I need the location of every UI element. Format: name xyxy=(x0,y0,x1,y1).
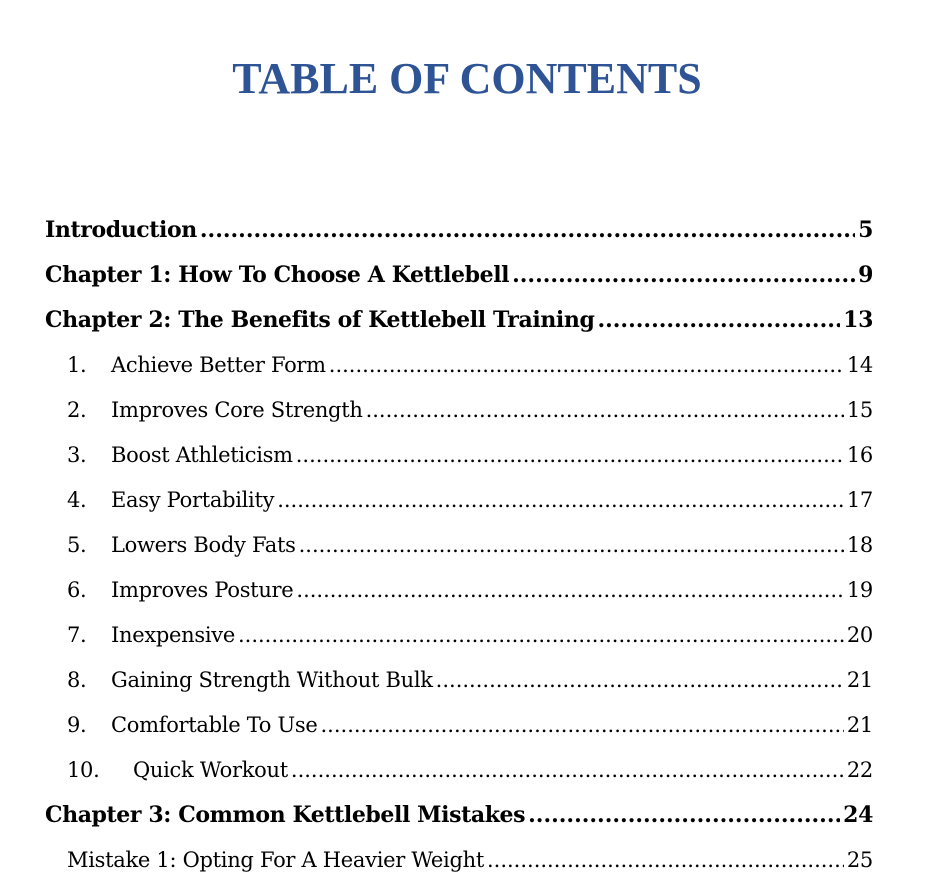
toc-entry-label: Comfortable To Use xyxy=(111,713,318,737)
dot-leader xyxy=(329,343,844,388)
toc-entry-page: 15 xyxy=(846,398,873,422)
toc-entry-label: Mistake 1: Opting For A Heavier Weight xyxy=(67,848,484,872)
toc-entry-chapter-2[interactable] xyxy=(45,298,873,343)
toc-subentry-2[interactable] xyxy=(45,388,873,433)
toc-entry-label: Introduction xyxy=(45,217,197,243)
toc-entry-page: 20 xyxy=(846,623,873,647)
toc-entry-label: Improves Core Strength xyxy=(111,398,363,422)
dot-leader xyxy=(321,703,844,748)
toc-entry-label: Gaining Strength Without Bulk xyxy=(111,668,433,692)
dot-leader xyxy=(291,748,844,793)
toc-entry-label: Chapter 3: Common Kettlebell Mistakes xyxy=(45,802,526,828)
toc-entry-number: 9. xyxy=(67,713,87,737)
toc-entry-page: 16 xyxy=(846,443,873,467)
toc-entry-number: 1. xyxy=(67,353,87,377)
dot-leader xyxy=(299,523,844,568)
toc-entry-label: Lowers Body Fats xyxy=(111,533,296,557)
dot-leader xyxy=(487,838,844,882)
toc-entry-label: Chapter 1: How To Choose A Kettlebell xyxy=(45,262,510,288)
toc-subentry-4[interactable] xyxy=(45,478,873,523)
toc-entry-label: Achieve Better Form xyxy=(111,353,326,377)
toc-entry-label: Quick Workout xyxy=(133,758,288,782)
toc-entry-page: 25 xyxy=(846,848,873,872)
toc-entry-page: 18 xyxy=(846,533,873,557)
toc-entry-chapter-3[interactable] xyxy=(45,793,873,838)
toc-entry-mistake-1[interactable] xyxy=(45,838,873,882)
dot-leader xyxy=(296,568,843,613)
toc-entry-page: 14 xyxy=(846,353,873,377)
toc-entry-page: 9 xyxy=(858,262,873,288)
toc-entry-number: 3. xyxy=(67,443,87,467)
dot-leader xyxy=(296,433,844,478)
toc-entry-page: 17 xyxy=(846,488,873,512)
dot-leader xyxy=(366,388,844,433)
dot-leader xyxy=(238,613,844,658)
dot-leader xyxy=(436,658,844,703)
toc-subentry-6[interactable] xyxy=(45,568,873,613)
toc-entry-label: Improves Posture xyxy=(111,578,294,602)
page-title: TABLE OF CONTENTS xyxy=(232,54,702,103)
toc-entry-page: 19 xyxy=(846,578,873,602)
toc-entry-number: 4. xyxy=(67,488,87,512)
toc-entry-label: Boost Athleticism xyxy=(111,443,293,467)
toc-subentry-1[interactable] xyxy=(45,343,873,388)
toc-entry-page: 13 xyxy=(843,307,873,333)
toc-entry-label: Inexpensive xyxy=(111,623,235,647)
toc-entry-number: 10. xyxy=(67,758,100,782)
toc-subentry-3[interactable] xyxy=(45,433,873,478)
dot-leader xyxy=(512,253,855,298)
table-of-contents xyxy=(45,208,873,882)
toc-subentry-10[interactable] xyxy=(45,748,873,793)
toc-subentry-8[interactable] xyxy=(45,658,873,703)
toc-entry-number: 2. xyxy=(67,398,87,422)
toc-entry-page: 5 xyxy=(858,217,873,243)
toc-entry-label: Easy Portability xyxy=(111,488,275,512)
toc-subentry-7[interactable] xyxy=(45,613,873,658)
toc-entry-page: 21 xyxy=(846,713,873,737)
toc-entry-number: 5. xyxy=(67,533,87,557)
toc-entry-number: 7. xyxy=(67,623,87,647)
dot-leader xyxy=(597,298,840,343)
toc-entry-label: Chapter 2: The Benefits of Kettlebell Training xyxy=(45,307,595,333)
dot-leader xyxy=(277,478,844,523)
toc-subentry-9[interactable] xyxy=(45,703,873,748)
toc-entry-chapter-1[interactable] xyxy=(45,253,873,298)
toc-entry-number: 8. xyxy=(67,668,87,692)
toc-entry-page: 24 xyxy=(843,802,873,828)
dot-leader xyxy=(528,793,840,838)
toc-entry-number: 6. xyxy=(67,578,87,602)
dot-leader xyxy=(200,208,855,253)
toc-entry-page: 21 xyxy=(846,668,873,692)
toc-subentry-5[interactable] xyxy=(45,523,873,568)
toc-entry-introduction[interactable] xyxy=(45,208,873,253)
toc-entry-page: 22 xyxy=(846,758,873,782)
